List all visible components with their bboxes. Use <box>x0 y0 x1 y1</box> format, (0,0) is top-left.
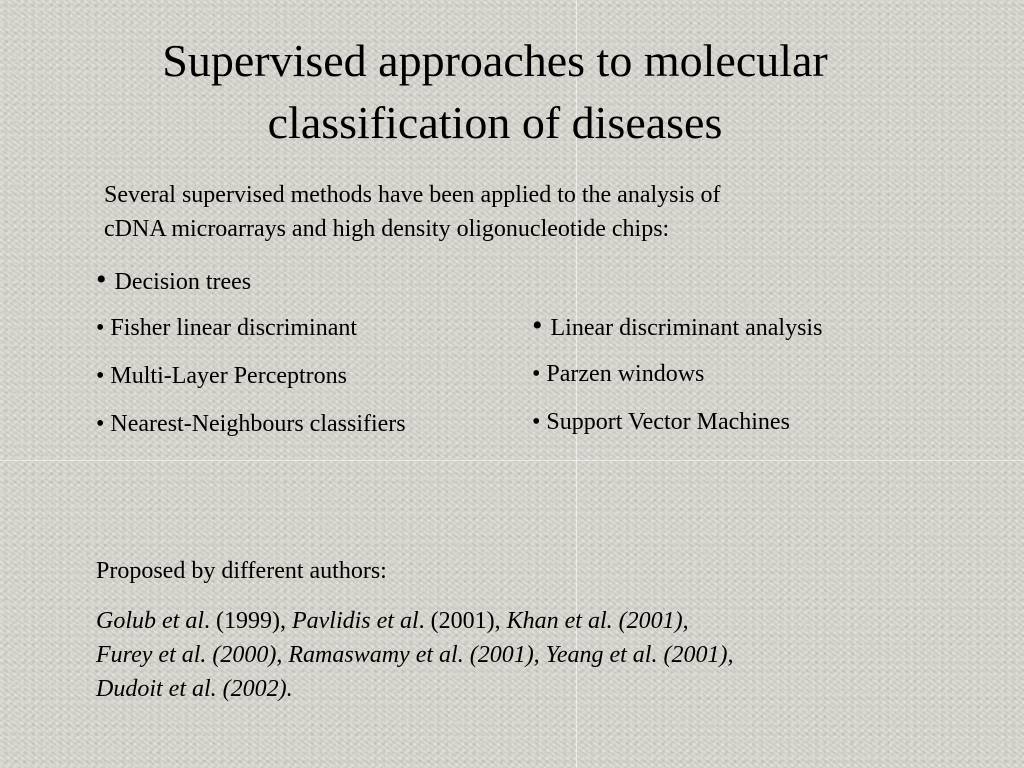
references-line-3: Dudoit et al. (2002). <box>96 676 293 702</box>
background-tile-seam-horizontal <box>0 460 1024 461</box>
proposed-heading: Proposed by different authors: <box>96 558 387 584</box>
slide-title <box>0 30 990 154</box>
method-label: Parzen windows <box>546 361 705 387</box>
list-item <box>96 264 406 312</box>
list-item <box>96 360 406 408</box>
list-item <box>96 408 406 456</box>
list-item <box>532 406 822 454</box>
slide-title-line-1: Supervised approaches to molecular <box>162 35 828 86</box>
reference-authors: Pavlidis et al <box>291 608 419 634</box>
bullet-icon: • <box>96 263 107 296</box>
method-label: Multi-Layer Perceptrons <box>110 363 347 389</box>
bullet-icon: • <box>96 315 105 341</box>
list-item <box>532 310 822 358</box>
methods-list-right <box>532 310 822 454</box>
reference-authors: Golub et al <box>96 608 204 634</box>
method-label: Fisher linear discriminant <box>110 315 358 341</box>
bullet-icon: • <box>96 411 105 437</box>
intro-line-2: cDNA microarrays and high density oligonucleotide chips: <box>104 216 670 242</box>
method-label: Support Vector Machines <box>546 409 790 435</box>
references-paragraph <box>96 604 876 706</box>
method-label: Decision trees <box>114 269 252 295</box>
method-label: Linear discriminant analysis <box>550 315 823 341</box>
references-line-2: Furey et al. (2000), Ramaswamy et al. (2001), Yeang et al. (2001), <box>96 642 734 668</box>
bullet-icon: • <box>96 363 105 389</box>
intro-paragraph <box>104 178 864 246</box>
method-label: Nearest-Neighbours classifiers <box>110 411 406 437</box>
reference-item: Khan et al. (2001), <box>506 608 689 634</box>
reference-year: . (2001), <box>418 608 507 634</box>
intro-line-1: Several supervised methods have been applied to the analysis of <box>104 182 721 208</box>
slide-title-line-2: classification of diseases <box>267 97 723 148</box>
list-item <box>96 312 406 360</box>
reference-year: . (1999), <box>204 608 292 634</box>
bullet-icon: • <box>532 361 541 387</box>
bullet-icon: • <box>532 309 543 342</box>
bullet-icon: • <box>532 409 541 435</box>
methods-list-left <box>96 264 406 456</box>
list-item <box>532 358 822 406</box>
